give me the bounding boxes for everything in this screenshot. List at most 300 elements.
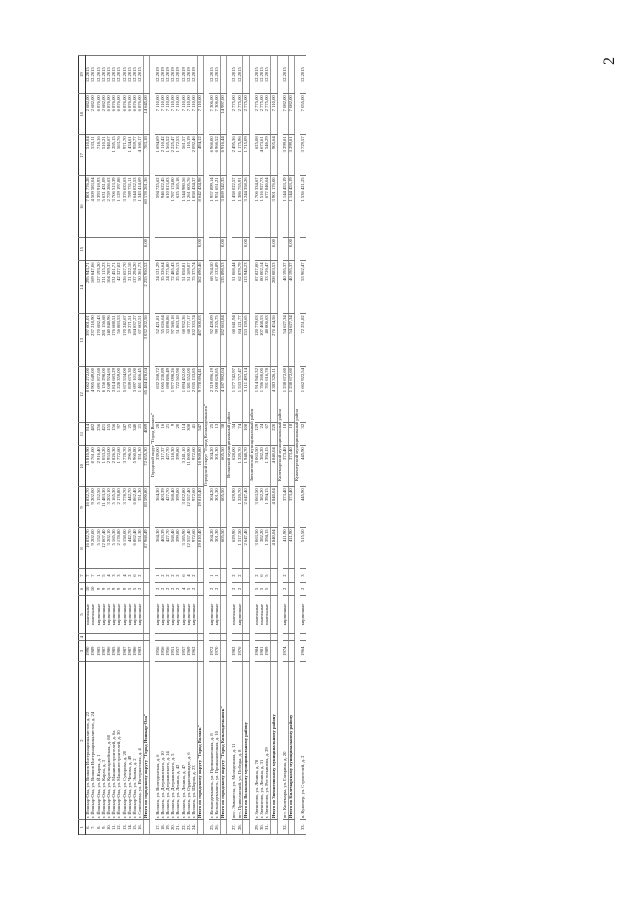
table-cell: 1 948,70 bbox=[243, 446, 249, 487]
table-cell: 10 bbox=[86, 582, 92, 595]
table-cell: 13. bbox=[122, 820, 127, 835]
address-cell: г. Звенигово, ул. Ростолкинова, д. 29 bbox=[265, 661, 271, 819]
table-cell: 9 202,00 bbox=[91, 487, 96, 528]
table-cell: 6 862,40 bbox=[133, 487, 138, 528]
table-cell: 4089 bbox=[144, 422, 150, 445]
table-cell: кирпичные bbox=[237, 595, 243, 633]
table-cell: 561,57 bbox=[181, 135, 186, 176]
table-cell: 7 110,00 bbox=[187, 94, 192, 135]
table-cell: 211 115,23 bbox=[102, 261, 107, 314]
table-cell: 12.2019 bbox=[176, 56, 181, 94]
table-cell: 6 bbox=[133, 569, 138, 582]
table-cell: 421 bbox=[102, 422, 107, 445]
table-cell: 1951 bbox=[171, 641, 176, 662]
address-cell: г. Козьмодемьянск, ул. Промышленная, д. 10 bbox=[215, 661, 221, 819]
table-cell: 2 682,00 bbox=[102, 94, 107, 135]
table-cell: 2 953,00 bbox=[107, 446, 112, 487]
table-cell: 1974 bbox=[283, 641, 289, 662]
table-cell: 698 886,49 bbox=[166, 367, 171, 423]
table-cell: 5 bbox=[265, 569, 271, 582]
table-cell: 1 951 651,21 bbox=[215, 176, 221, 238]
table-cell: 6 876,00 bbox=[122, 94, 127, 135]
table-cell: кирпичные bbox=[117, 595, 122, 633]
table-cell: 12.2015 bbox=[265, 56, 271, 94]
table-cell: 625 165,18 bbox=[176, 176, 181, 238]
table-cell: кирпичные bbox=[128, 595, 133, 633]
table-cell: 2 bbox=[176, 569, 181, 582]
table-cell: 7 110,00 bbox=[171, 94, 176, 135]
table-cell: 170 682,43 bbox=[96, 314, 101, 367]
table-cell: 7 110,00 bbox=[155, 94, 160, 135]
table-cell: 1986 bbox=[133, 641, 138, 662]
table-cell: 2 775,00 bbox=[237, 94, 243, 135]
table-cell: 12.2019 bbox=[155, 56, 160, 94]
table-cell: 99 235,75 bbox=[215, 314, 221, 367]
table-cell: 2 bbox=[166, 569, 171, 582]
table-cell: 67 bbox=[265, 422, 271, 445]
table-cell: 21 322,18 bbox=[128, 261, 133, 314]
table-cell: 2 178,80 bbox=[117, 487, 122, 528]
table-cell: 5 bbox=[102, 569, 107, 582]
table-cell: 8 642 434,98 bbox=[197, 176, 203, 238]
table-cell: 2 049 924,66 bbox=[107, 367, 112, 423]
table-cell: 2 759 286,63 bbox=[107, 176, 112, 238]
table-cell: 6 876,00 bbox=[128, 94, 133, 135]
table-cell: 68 641,94 bbox=[232, 314, 237, 367]
table-cell: 113 948,23 bbox=[243, 261, 249, 314]
table-cell: 35 626,64 bbox=[161, 314, 166, 367]
table-cell: 80 002,14 bbox=[260, 261, 265, 314]
table-cell: 3 901 176,00 bbox=[271, 176, 277, 238]
table-cell: 12.2015 bbox=[128, 56, 133, 94]
table-cell: кирпичные bbox=[209, 595, 214, 633]
table-cell: 170 242,67 bbox=[122, 314, 127, 367]
table-cell: 959,77 bbox=[133, 135, 138, 176]
table-cell: 102 333,74 bbox=[192, 314, 198, 367]
table-cell: 72 251,82 bbox=[300, 314, 305, 367]
table-cell: 351,30 bbox=[138, 487, 144, 528]
address-cell: п. Куженер, ул. Строителей, д. 2 bbox=[300, 661, 305, 819]
table-cell: 20 bbox=[155, 422, 160, 445]
table-cell: 14. bbox=[128, 820, 133, 835]
table-cell: 12.2015 bbox=[86, 56, 92, 94]
table-cell: 4 bbox=[122, 569, 127, 582]
table-cell: 16 832,70 bbox=[86, 487, 92, 528]
table-cell: 1989 bbox=[265, 641, 271, 662]
table-cell: 1982 bbox=[232, 641, 237, 662]
table-cell: 19 810,40 bbox=[197, 487, 203, 528]
table-cell bbox=[300, 238, 305, 261]
table-cell: кирпичные bbox=[215, 595, 221, 633]
table-cell: 6 bbox=[181, 569, 186, 582]
table-cell: кирпичные bbox=[112, 595, 117, 633]
table-cell: 12.2015 bbox=[215, 56, 221, 94]
table-cell bbox=[300, 634, 305, 641]
address-cell: пгт. Приволжский, ул. Победы, д. 8 bbox=[237, 661, 243, 819]
table-cell: 351,30 bbox=[138, 528, 144, 569]
table-cell: 6 966,00 bbox=[209, 135, 214, 176]
table-cell: 92 428,09 bbox=[209, 314, 214, 367]
table-cell: 3 814 683,29 bbox=[112, 367, 117, 423]
table-cell: 24. bbox=[192, 820, 198, 835]
section-heading: Городской округ "Город Козьмодемьянск" bbox=[204, 56, 210, 835]
table-cell: 2 647,40 bbox=[243, 528, 249, 569]
section-heading: Волжский муниципальный район bbox=[226, 56, 232, 835]
table-cell: 21 bbox=[166, 422, 171, 445]
table-cell: 3 bbox=[112, 569, 117, 582]
table-cell: 3 299,61 bbox=[288, 135, 294, 176]
table-cell: 56 883,53 bbox=[117, 314, 122, 367]
table-cell: 2 775,00 bbox=[232, 94, 237, 135]
table-cell: 4 bbox=[187, 569, 192, 582]
table-cell: 18. bbox=[161, 820, 166, 835]
table-cell: 1957 bbox=[176, 641, 181, 662]
table-cell: 1956 bbox=[161, 641, 166, 662]
table-cell: 364,30 bbox=[155, 487, 160, 528]
table-cell: 184 837,27 bbox=[133, 314, 138, 367]
table-cell: 1 228 359,00 bbox=[117, 367, 122, 423]
rotated-table-container bbox=[78, 55, 598, 835]
address-cell: г. Йошкар-Ола, ул. Чехова, д. 49 bbox=[128, 661, 133, 819]
section-heading: Килемарский муниципальный район bbox=[277, 56, 283, 835]
table-cell: 4 840,04 bbox=[271, 528, 277, 569]
address-cell: пос. Эммаиссы, ул. Молодежная, д. 11 bbox=[232, 661, 237, 819]
table-cell: 1 694,69 bbox=[155, 135, 160, 176]
table-cell: 24 775,80 bbox=[166, 261, 171, 314]
table-cell: 12.2015 bbox=[96, 56, 101, 94]
table-cell: 1 787 174,00 bbox=[171, 176, 176, 238]
table-cell: 20. bbox=[171, 820, 176, 835]
address-cell: г. Йошкар-Ола, ул. Воинов Интернационалистов, д. 22 bbox=[86, 661, 92, 819]
table-cell: 35 326,64 bbox=[161, 261, 166, 314]
table-cell: 3 778,70 bbox=[122, 487, 127, 528]
table-cell: 12.2019 bbox=[181, 56, 186, 94]
table-cell: 518,30 bbox=[171, 446, 176, 487]
table-cell: 68 777,17 bbox=[187, 314, 192, 367]
table-cell: 382,20 bbox=[260, 487, 265, 528]
table-cell: 9 bbox=[171, 422, 176, 445]
table-cell: 625,08 bbox=[255, 135, 260, 176]
table-cell: 2 bbox=[192, 582, 198, 595]
table-cell: 2 bbox=[237, 582, 243, 595]
table-cell: 605,50 bbox=[220, 446, 226, 487]
table-cell: кирпичные bbox=[155, 595, 160, 633]
table-cell: 2 110,42 bbox=[161, 135, 166, 176]
table-cell: 2 bbox=[138, 582, 144, 595]
table-body bbox=[86, 56, 306, 835]
table-cell: 2 bbox=[171, 582, 176, 595]
table-cell: 4 160,17 bbox=[138, 135, 144, 176]
table-cell: 62 879,79 bbox=[237, 261, 243, 314]
table-cell: 12.2015 bbox=[133, 56, 138, 94]
table-cell: 131 451,71 bbox=[112, 261, 117, 314]
table-cell: 87 968,49 bbox=[144, 528, 150, 569]
table-cell: 153 159,65 bbox=[243, 314, 249, 367]
table-cell: 7 082,00 bbox=[288, 94, 294, 135]
table-cell: 9 bbox=[102, 582, 107, 595]
table-cell: 2 bbox=[138, 569, 144, 582]
address-cell: г. Волжск, ул. Ленина, д. 47 bbox=[181, 661, 186, 819]
address-cell: г. Йошкар-Ола, ул. Эшпая, д. 2 bbox=[133, 661, 138, 819]
column-number-9: 9 bbox=[79, 487, 86, 528]
table-cell: 814 bbox=[86, 422, 92, 445]
table-cell: 1 238 672,60 bbox=[288, 367, 294, 423]
table-cell: 1962 bbox=[192, 641, 198, 662]
table-cell: 839 675,30 bbox=[128, 367, 133, 423]
column-number-17: 17 bbox=[79, 135, 86, 176]
table-cell: 427,70 bbox=[166, 446, 171, 487]
table-cell: 2 035 133,85 bbox=[192, 367, 198, 423]
table-cell: кирпичные bbox=[192, 595, 198, 633]
table-cell: 12.2019 bbox=[161, 56, 166, 94]
table-cell: 568,40 bbox=[171, 528, 176, 569]
table-cell: кирпичные bbox=[176, 595, 181, 633]
table-cell: 12 557,40 bbox=[187, 528, 192, 569]
table-cell: кирпичные bbox=[122, 595, 127, 633]
column-number-18: 18 bbox=[79, 94, 86, 135]
table-cell: 2 bbox=[192, 569, 198, 582]
address-cell: г. Козьмодемьянск, ул. Промышленная, д. 8 bbox=[209, 661, 214, 819]
table-cell: 12.2019 bbox=[192, 56, 198, 94]
table-cell: 7. bbox=[91, 820, 96, 835]
table-cell: 54 627,34 bbox=[283, 314, 289, 367]
table-cell: 12.2015 bbox=[255, 56, 260, 94]
table-cell: 2 225,47 bbox=[171, 135, 176, 176]
address-cell: Итого по Килемарскому муниципальному району bbox=[288, 661, 294, 819]
address-cell: Итого по городскому округу "Город Козьмодемьянск" bbox=[220, 661, 226, 819]
table-cell: 7 110,00 bbox=[197, 94, 203, 135]
table-cell: 2 495,36 bbox=[232, 135, 237, 176]
table-cell: 296,50 bbox=[128, 446, 133, 487]
table-cell: 28. bbox=[237, 820, 243, 835]
table-cell: 12.2015 bbox=[300, 56, 305, 94]
table-cell: 7 bbox=[86, 569, 92, 582]
table-cell: 411,90 bbox=[283, 528, 289, 569]
table-cell: 1 858 434,37 bbox=[192, 176, 198, 238]
table-cell: 1986 bbox=[117, 641, 122, 662]
table-cell: 24 bbox=[260, 422, 265, 445]
table-cell: 38 bbox=[220, 422, 226, 445]
table-row bbox=[300, 56, 305, 835]
table-cell: 14 645,00 bbox=[144, 94, 150, 135]
table-cell: 2 647,40 bbox=[243, 487, 249, 528]
table-cell: 1984 bbox=[255, 641, 260, 662]
address-cell: Итого по Волжскому муниципальному району bbox=[243, 661, 249, 819]
table-cell: 3 832,80 bbox=[181, 487, 186, 528]
table-cell: 1 261 605,76 bbox=[187, 176, 192, 238]
table-cell: 3 032 202,56 bbox=[144, 314, 150, 367]
table-cell: 126 657,70 bbox=[122, 261, 127, 314]
table-cell: 11 060,90 bbox=[187, 446, 192, 487]
table-cell: кирпичные bbox=[138, 595, 144, 633]
table-cell: 546,29 bbox=[265, 135, 271, 176]
table-cell: 1990 bbox=[86, 641, 92, 662]
table-cell: 25 bbox=[209, 422, 214, 445]
table-cell: 108 bbox=[243, 422, 249, 445]
table-cell: 7 801 776,28 bbox=[86, 176, 92, 238]
table-cell: панельные bbox=[86, 595, 92, 633]
table-cell: 373,40 bbox=[283, 446, 289, 487]
table-cell: 2 775,00 bbox=[243, 94, 249, 135]
table-cell: 84 121,77 bbox=[237, 314, 243, 367]
table-cell: 156 bbox=[112, 422, 117, 445]
table-cell: 3 063,50 bbox=[255, 487, 260, 528]
table-cell: 304,20 bbox=[209, 446, 214, 487]
table-cell: 40 195,37 bbox=[283, 261, 289, 314]
table-cell: 445,90 bbox=[300, 446, 305, 487]
table-cell: 3 299,61 bbox=[283, 135, 289, 176]
table-cell: 2 bbox=[176, 582, 181, 595]
table-cell: 2 bbox=[283, 569, 289, 582]
table-cell: 2 bbox=[232, 569, 237, 582]
table-cell: 2 775,00 bbox=[255, 94, 260, 135]
table-cell: 629,90 bbox=[232, 528, 237, 569]
table-cell: 140 848,96 bbox=[107, 314, 112, 367]
table-cell: 12.2015 bbox=[102, 56, 107, 94]
table-cell: 12.2015 bbox=[138, 56, 144, 94]
table-cell: 281 156,68 bbox=[102, 314, 107, 367]
table-cell: 2 bbox=[255, 569, 260, 582]
table-cell: 3 bbox=[300, 569, 305, 582]
table-cell: 1 175,96 bbox=[237, 135, 243, 176]
table-cell: 87 827,00 bbox=[255, 261, 260, 314]
table-cell: 4 509 583,04 bbox=[91, 176, 96, 238]
table-cell: 403,39 bbox=[161, 528, 166, 569]
table-cell: 1 bbox=[215, 569, 221, 582]
section-heading: Куженерский муниципальный район bbox=[295, 56, 301, 835]
address-cell: г. Йошкар-Ола, ул. Суворова, д. 20 bbox=[122, 661, 127, 819]
table-cell: 304,20 bbox=[209, 487, 214, 528]
table-cell: 18 bbox=[283, 422, 289, 445]
table-cell: 397 601,01 bbox=[86, 314, 92, 367]
table-cell: 4 187 992,04 bbox=[220, 367, 226, 423]
table-cell: 5 bbox=[265, 582, 271, 595]
table-cell: 3 202,10 bbox=[107, 487, 112, 528]
table-cell: 6 876,00 bbox=[112, 94, 117, 135]
table-cell: 68 764,50 bbox=[209, 261, 214, 314]
table-cell: 494,12 bbox=[197, 135, 203, 176]
table-cell: 1956 bbox=[155, 641, 160, 662]
table-cell: 3 706 513,39 bbox=[112, 176, 117, 238]
table-cell: 1 065 230,89 bbox=[161, 367, 166, 423]
table-cell: 5 960,80 bbox=[133, 446, 138, 487]
table-cell: 510,04 bbox=[86, 135, 92, 176]
table-cell: 1 662 922,54 bbox=[300, 367, 305, 423]
column-number-2: 2 bbox=[79, 661, 86, 819]
table-cell: 9 778 694,41 bbox=[197, 367, 203, 423]
table-cell: 9 bbox=[112, 582, 117, 595]
table-cell: 1 129 197,88 bbox=[117, 176, 122, 238]
table-cell: 1 565,52 bbox=[166, 135, 171, 176]
table-cell: 605,50 bbox=[220, 487, 226, 528]
table-cell: 2 255 950,52 bbox=[144, 261, 150, 314]
column-number-1: 1 bbox=[79, 820, 86, 835]
table-cell: 1 381 552,00 bbox=[187, 367, 192, 423]
table-cell: 12.2015 bbox=[107, 56, 112, 94]
table-cell: 972,60 bbox=[192, 528, 198, 569]
table-cell: 487 500,03 bbox=[197, 314, 203, 367]
table-cell: 3 241,10 bbox=[181, 446, 186, 487]
table-cell: 220 bbox=[271, 422, 277, 445]
table-cell: 610 813,83 bbox=[166, 176, 171, 238]
table-cell: 3 644 032,53 bbox=[133, 176, 138, 238]
table-cell: 399,80 bbox=[176, 487, 181, 528]
table-cell: 427,70 bbox=[166, 487, 171, 528]
column-number-14: 14 bbox=[79, 261, 86, 314]
table-cell: 9 202,00 bbox=[91, 528, 96, 569]
table-cell: 2 775,00 bbox=[260, 94, 265, 135]
table-cell: 2 bbox=[166, 582, 171, 595]
table-cell: 339,00 bbox=[155, 446, 160, 487]
table-cell: 347 bbox=[122, 422, 127, 445]
table-cell: 74 bbox=[237, 422, 243, 445]
table-cell: 628,00 bbox=[232, 446, 237, 487]
table-cell: 4 840,04 bbox=[271, 446, 277, 487]
table-cell: панельные bbox=[91, 595, 96, 633]
table-cell: 1 536 421,25 bbox=[300, 176, 305, 238]
table-cell: 568,40 bbox=[171, 487, 176, 528]
table-cell: 1 957 899,14 bbox=[209, 176, 214, 238]
table-cell: 1969 bbox=[187, 641, 192, 662]
table-cell: 7 110,00 bbox=[176, 94, 181, 135]
table-cell: 12.2015 bbox=[117, 56, 122, 94]
table-cell: 1 386 755,91 bbox=[237, 176, 243, 238]
table-cell: 127 193,20 bbox=[96, 261, 101, 314]
table-cell: 7 bbox=[91, 569, 96, 582]
table-cell: 33 898,86 bbox=[166, 314, 171, 367]
table-cell: 40 195,37 bbox=[288, 261, 294, 314]
table-cell: 155 bbox=[107, 422, 112, 445]
table-cell: 34 bbox=[232, 422, 237, 445]
table-cell: 114 bbox=[181, 422, 186, 445]
table-cell: 6 156 298,00 bbox=[102, 367, 107, 423]
table-cell: 1 715,09 bbox=[243, 135, 249, 176]
table-cell: 3 111 493,14 bbox=[243, 367, 249, 423]
table-cell: 22. bbox=[181, 820, 186, 835]
table-cell: 15 810,90 bbox=[86, 446, 92, 487]
table-cell: 0,00 bbox=[243, 238, 249, 261]
table-cell: 1989 bbox=[91, 641, 96, 662]
table-cell: 442,70 bbox=[128, 528, 133, 569]
table-cell: кирпичные bbox=[181, 595, 186, 633]
table-cell: 510,21 bbox=[102, 135, 107, 176]
table-cell: 7 110,00 bbox=[192, 94, 198, 135]
table-cell: 6 bbox=[260, 569, 265, 582]
table-cell: 317,37 bbox=[161, 446, 166, 487]
table-cell: 605,50 bbox=[220, 528, 226, 569]
table-cell: 72 655,30 bbox=[144, 446, 150, 487]
address-cell: Итого по городскому округу "Город Йошкар-Ола" bbox=[144, 661, 150, 819]
table-cell: 12.2019 bbox=[166, 56, 171, 94]
table-cell: 97 bbox=[117, 422, 122, 445]
table-cell: 12.2015 bbox=[91, 56, 96, 94]
table-cell: 632 268,72 bbox=[155, 367, 160, 423]
table-cell: 13 bbox=[215, 422, 221, 445]
table-cell: 1 320,70 bbox=[237, 487, 243, 528]
table-cell: 1972 bbox=[209, 641, 214, 662]
table-cell: 0,00 bbox=[220, 238, 226, 261]
table-cell: кирпичные bbox=[96, 595, 101, 633]
table-cell: 16. bbox=[138, 820, 144, 835]
table-cell: 3 244 358,26 bbox=[243, 176, 249, 238]
table-cell: кирпичные bbox=[107, 595, 112, 633]
table-cell: 6. bbox=[86, 820, 92, 835]
table-cell: 60 178 261,36 bbox=[144, 176, 150, 238]
table-cell: 276 454,56 bbox=[271, 314, 277, 367]
table-cell: 905,64 bbox=[271, 135, 277, 176]
table-cell: 7 055,00 bbox=[300, 94, 305, 135]
table-cell: 701 616,78 bbox=[265, 367, 271, 423]
